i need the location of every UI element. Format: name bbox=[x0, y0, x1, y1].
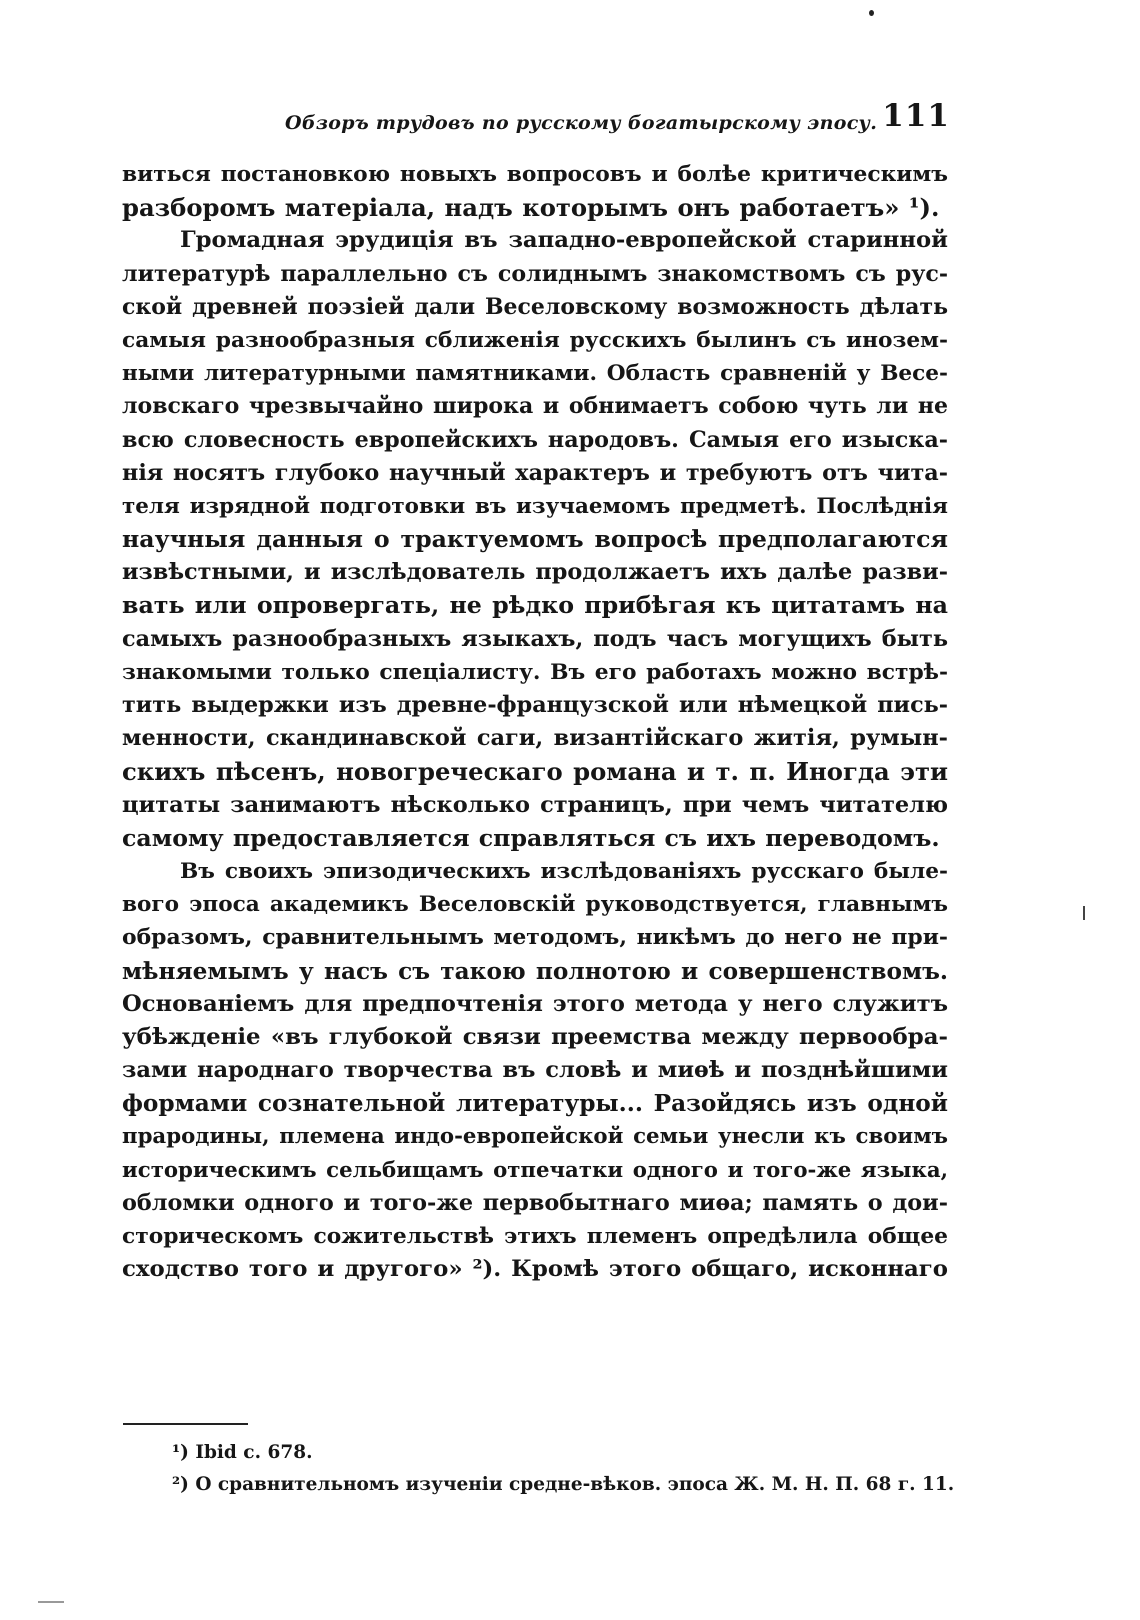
footnote-mark: ¹) bbox=[172, 1442, 189, 1463]
footnote-2 bbox=[172, 1469, 955, 1501]
text-line: ловскаго чрезвычайно широка и обнимаетъ собою чуть ли не bbox=[122, 393, 948, 420]
text-line: прародины, племена индо-европейской семьи унесли къ своимъ bbox=[122, 1124, 948, 1150]
text-line: обломки одного и того-же первобытнаго миѳа; память о дои- bbox=[122, 1189, 948, 1216]
text-line: сторическомъ сожительствѣ этихъ племенъ опредѣлила общее bbox=[122, 1224, 948, 1249]
footnote-1 bbox=[172, 1437, 932, 1469]
text-line: самому предоставляется справляться съ ихъ переводомъ. bbox=[122, 823, 940, 852]
text-line: вать или опровергать, не рѣдко прибѣгая къ цитатамъ на bbox=[122, 591, 948, 620]
text-line: Основаніемъ для предпочтенія этого метода у него служитъ bbox=[122, 990, 948, 1017]
text-line: научныя данныя о трактуемомъ вопросѣ предполагаются bbox=[122, 525, 948, 554]
text-line: убѣжденіе «въ глубокой связи преемства между первообра- bbox=[122, 1023, 948, 1050]
text-line: извѣстными, и изслѣдователь продолжаетъ ихъ далѣе разви- bbox=[122, 559, 948, 586]
text-line: знакомыми только спеціалисту. Въ его работахъ можно встрѣ- bbox=[122, 659, 948, 685]
ink-dot bbox=[869, 10, 874, 16]
text-line: образомъ, сравнительнымъ методомъ, никѣмъ до него не при- bbox=[122, 924, 948, 951]
text-line: ской древней поэзіей дали Веселовскому возможность дѣлать bbox=[122, 293, 948, 320]
text-line: разборомъ матеріала, надъ которымъ онъ работаетъ» ¹). bbox=[122, 193, 940, 223]
footnote-text: Ibid с. 678. bbox=[195, 1442, 313, 1463]
ink-speck bbox=[1083, 906, 1085, 920]
body-text bbox=[122, 158, 948, 1286]
text-line: цитаты занимаютъ нѣсколько страницъ, при чемъ читателю bbox=[122, 791, 948, 818]
text-line: тить выдержки изъ древне-французской или нѣмецкой пись- bbox=[122, 692, 948, 718]
footnote-mark: ²) bbox=[172, 1474, 189, 1495]
text-line: мѣняемымъ у насъ съ такою полнотою и совершенствомъ. bbox=[122, 957, 948, 985]
text-line: литературѣ параллельно съ солиднымъ знакомствомъ съ рус- bbox=[122, 260, 948, 287]
text-line: сходство того и другого» ²). Кромѣ этого общаго, исконнаго bbox=[122, 1256, 948, 1283]
text-line: скихъ пѣсенъ, новогреческаго романа и т. п. Иногда эти bbox=[122, 757, 948, 787]
footnote-text: О сравнительномъ изученіи средне-вѣков. эпоса Ж. М. Н. П. 68 г. 11. bbox=[195, 1474, 955, 1495]
text-line: вого эпоса академикъ Веселовскій руководствуется, главнымъ bbox=[122, 892, 948, 918]
text-line: всю словесность европейскихъ народовъ. Самыя его изыска- bbox=[122, 426, 948, 453]
footnote-rule bbox=[123, 1423, 248, 1425]
text-line: менности, скандинавской саги, византійскаго житія, румын- bbox=[122, 725, 948, 752]
text-line: формами сознательной литературы... Разойдясь изъ одной bbox=[122, 1090, 948, 1118]
running-head bbox=[120, 98, 950, 146]
text-line: теля изрядной подготовки въ изучаемомъ предметѣ. Послѣднія bbox=[122, 493, 948, 519]
text-line: нія носятъ глубоко научный характеръ и требуютъ отъ чита- bbox=[122, 459, 948, 486]
text-line: виться постановкою новыхъ вопросовъ и болѣе критическимъ bbox=[122, 162, 948, 187]
text-line: ными литературными памятниками. Область сравненій у Весе- bbox=[122, 361, 948, 387]
text-line: Въ своихъ эпизодическихъ изслѣдованіяхъ русскаго быле- bbox=[180, 858, 948, 884]
page-number: 111 bbox=[882, 98, 950, 134]
text-line: Громадная эрудиція въ западно-европейской старинной bbox=[180, 227, 948, 254]
text-line: зами народнаго творчества въ словѣ и миѳѣ и позднѣйшими bbox=[122, 1057, 948, 1084]
text-line: самыхъ разнообразныхъ языкахъ, подъ часъ могущихъ быть bbox=[122, 625, 948, 652]
ink-speck bbox=[38, 1601, 64, 1603]
text-line: историческимъ сельбищамъ отпечатки одного и того-же языка, bbox=[122, 1157, 948, 1183]
footnotes bbox=[172, 1437, 955, 1501]
text-line: самыя разнообразныя сближенія русскихъ былинъ съ инозем- bbox=[122, 327, 948, 353]
running-title: Обзоръ трудовъ по русскому богатырскому эпосу. bbox=[285, 112, 878, 134]
